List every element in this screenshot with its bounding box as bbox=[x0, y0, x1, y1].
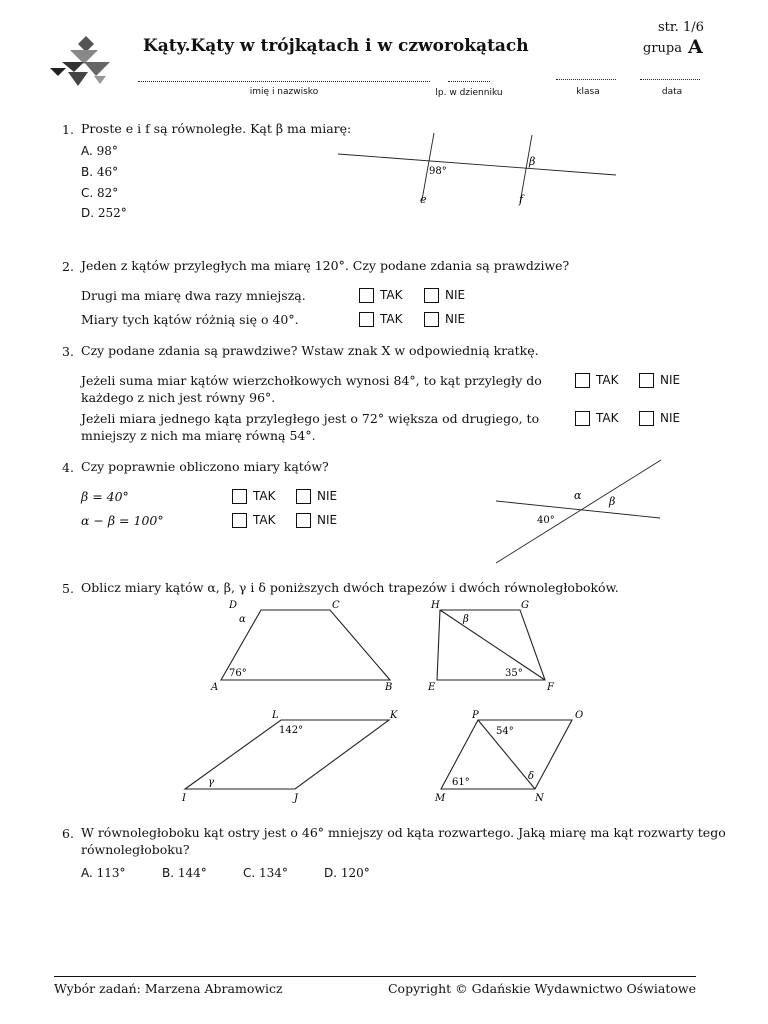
q1-line-e-label: e bbox=[420, 193, 427, 206]
q6-option-c[interactable]: C. 134° bbox=[243, 866, 288, 880]
q3-2-nie-checkbox[interactable] bbox=[639, 411, 654, 426]
q5-label-K: K bbox=[390, 710, 398, 721]
q2-statement-1: Drugi ma miarę dwa razy mniejszą. bbox=[81, 288, 306, 303]
group-letter: A bbox=[688, 36, 703, 58]
q2-text: Jeden z kątów przyległych ma miarę 120°. Czy podane zdania są prawdziwe? bbox=[81, 258, 570, 273]
q1-line-f-label: f bbox=[519, 193, 524, 206]
class-field-line[interactable] bbox=[556, 78, 616, 80]
q5-label-C: C bbox=[332, 600, 340, 611]
q1-option-d[interactable]: D. 252° bbox=[81, 206, 127, 220]
q2-1-nie-checkbox[interactable] bbox=[424, 288, 439, 303]
q4-2-tak-label: TAK bbox=[253, 513, 276, 527]
q4-angle-label: 40° bbox=[537, 515, 555, 526]
q5-beta-label: β bbox=[463, 614, 469, 625]
q4-2-nie-checkbox[interactable] bbox=[296, 513, 311, 528]
q4-2-tak-checkbox[interactable] bbox=[232, 513, 247, 528]
q2-number: 2. bbox=[62, 259, 74, 274]
name-field-line[interactable] bbox=[138, 80, 430, 82]
q5-label-I: I bbox=[182, 793, 186, 804]
q4-text: Czy poprawnie obliczono miary kątów? bbox=[81, 459, 329, 474]
q5-label-N: N bbox=[535, 793, 544, 804]
q6-text-line1: W równoległoboku kąt ostry jest o 46° mniejszy od kąta rozwartego. Jaką miarę ma kąt rozwarty tego bbox=[81, 825, 726, 840]
q5-label-E: E bbox=[428, 682, 436, 693]
q1-beta-label: β bbox=[529, 155, 536, 168]
q5-label-O: O bbox=[575, 710, 584, 721]
q5-label-H: H bbox=[431, 600, 440, 611]
q4-equation-2: α − β = 100° bbox=[81, 513, 164, 528]
q2-2-tak-label: TAK bbox=[380, 312, 403, 326]
q4-1-nie-checkbox[interactable] bbox=[296, 489, 311, 504]
q1-angle-label: 98° bbox=[429, 166, 447, 177]
date-field-line[interactable] bbox=[640, 78, 700, 80]
q5-angle-61: 61° bbox=[452, 777, 470, 788]
q2-statement-2: Miary tych kątów różnią się o 40°. bbox=[81, 312, 299, 327]
q6-number: 6. bbox=[62, 826, 74, 841]
footer-author: Wybór zadań: Marzena Abramowicz bbox=[54, 981, 283, 996]
q2-1-tak-checkbox[interactable] bbox=[359, 288, 374, 303]
q5-text: Oblicz miary kątów α, β, γ i δ poniższych dwóch trapezów i dwóch równoległoboków. bbox=[81, 580, 619, 595]
q2-1-tak-label: TAK bbox=[380, 288, 403, 302]
q4-number: 4. bbox=[62, 460, 74, 475]
q3-1-nie-checkbox[interactable] bbox=[639, 373, 654, 388]
q5-label-A: A bbox=[211, 682, 219, 693]
q1-text: Proste e i f są równoległe. Kąt β ma miarę: bbox=[81, 121, 352, 136]
footer-rule bbox=[54, 976, 696, 977]
q3-statement-1-line2: każdego z nich jest równy 96°. bbox=[81, 390, 276, 405]
footer-copyright: Copyright © Gdańskie Wydawnictwo Oświatowe bbox=[387, 981, 696, 996]
class-number-field-line[interactable] bbox=[448, 80, 490, 82]
q3-statement-2-line2: mniejszy z nich ma miarę równą 54°. bbox=[81, 428, 316, 443]
q1-option-b[interactable]: B. 46° bbox=[81, 165, 119, 179]
class-number-field-label: lp. w dzienniku bbox=[435, 88, 503, 98]
q5-label-J: J bbox=[294, 793, 299, 804]
page-number: str. 1/6 bbox=[658, 20, 704, 35]
publisher-logo bbox=[48, 32, 118, 88]
q2-1-nie-label: NIE bbox=[445, 288, 466, 302]
q3-statement-1-line1: Jeżeli suma miar kątów wierzchołkowych wynosi 84°, to kąt przyległy do bbox=[81, 373, 542, 388]
q5-angle-76: 76° bbox=[229, 668, 247, 679]
q4-alpha-label: α bbox=[574, 489, 582, 502]
q5-label-F: F bbox=[547, 682, 554, 693]
q3-1-nie-label: NIE bbox=[660, 373, 681, 387]
q4-figure bbox=[490, 455, 670, 570]
q5-figures bbox=[175, 596, 595, 806]
q5-angle-142: 142° bbox=[279, 725, 304, 736]
q6-option-b[interactable]: B. 144° bbox=[162, 866, 207, 880]
q5-angle-35: 35° bbox=[505, 668, 523, 679]
page-title: Kąty.Kąty w trójkątach i w czworokątach bbox=[143, 36, 529, 56]
q6-text-line2: równoległoboku? bbox=[81, 842, 190, 857]
q3-statement-2-line1: Jeżeli miara jednego kąta przyległego jest o 72° większa od drugiego, to bbox=[81, 411, 540, 426]
q6-option-a[interactable]: A. 113° bbox=[81, 866, 126, 880]
q3-2-nie-label: NIE bbox=[660, 411, 681, 425]
q1-option-a[interactable]: A. 98° bbox=[81, 144, 118, 158]
q4-equation-1: β = 40° bbox=[81, 489, 129, 504]
q2-2-tak-checkbox[interactable] bbox=[359, 312, 374, 327]
q3-number: 3. bbox=[62, 344, 74, 359]
q4-1-tak-checkbox[interactable] bbox=[232, 489, 247, 504]
q5-label-P: P bbox=[472, 710, 479, 721]
q5-label-M: M bbox=[435, 793, 446, 804]
q5-label-D: D bbox=[229, 600, 238, 611]
q5-label-G: G bbox=[521, 600, 529, 611]
q5-number: 5. bbox=[62, 581, 74, 596]
q6-option-d[interactable]: D. 120° bbox=[324, 866, 370, 880]
q3-2-tak-label: TAK bbox=[596, 411, 619, 425]
class-field-label: klasa bbox=[576, 87, 600, 97]
q4-1-nie-label: NIE bbox=[317, 489, 338, 503]
q5-angle-54: 54° bbox=[496, 726, 514, 737]
q2-2-nie-checkbox[interactable] bbox=[424, 312, 439, 327]
q3-1-tak-label: TAK bbox=[596, 373, 619, 387]
q5-delta-label: δ bbox=[528, 771, 535, 782]
q5-gamma-label: γ bbox=[208, 777, 214, 788]
date-field-label: data bbox=[661, 87, 683, 97]
q4-1-tak-label: TAK bbox=[253, 489, 276, 503]
q5-alpha-label: α bbox=[239, 614, 246, 625]
name-field-label: imię i nazwisko bbox=[249, 87, 319, 97]
group-label: grupa bbox=[643, 41, 682, 56]
q1-option-c[interactable]: C. 82° bbox=[81, 186, 119, 200]
q5-label-L: L bbox=[272, 710, 279, 721]
q3-text: Czy podane zdania są prawdziwe? Wstaw znak X w odpowiednią kratkę. bbox=[81, 343, 539, 358]
q3-1-tak-checkbox[interactable] bbox=[575, 373, 590, 388]
q5-label-B: B bbox=[385, 682, 393, 693]
q1-number: 1. bbox=[62, 122, 74, 137]
q1-figure bbox=[330, 125, 630, 210]
q4-beta-label: β bbox=[609, 495, 616, 508]
q4-2-nie-label: NIE bbox=[317, 513, 338, 527]
q3-2-tak-checkbox[interactable] bbox=[575, 411, 590, 426]
q2-2-nie-label: NIE bbox=[445, 312, 466, 326]
